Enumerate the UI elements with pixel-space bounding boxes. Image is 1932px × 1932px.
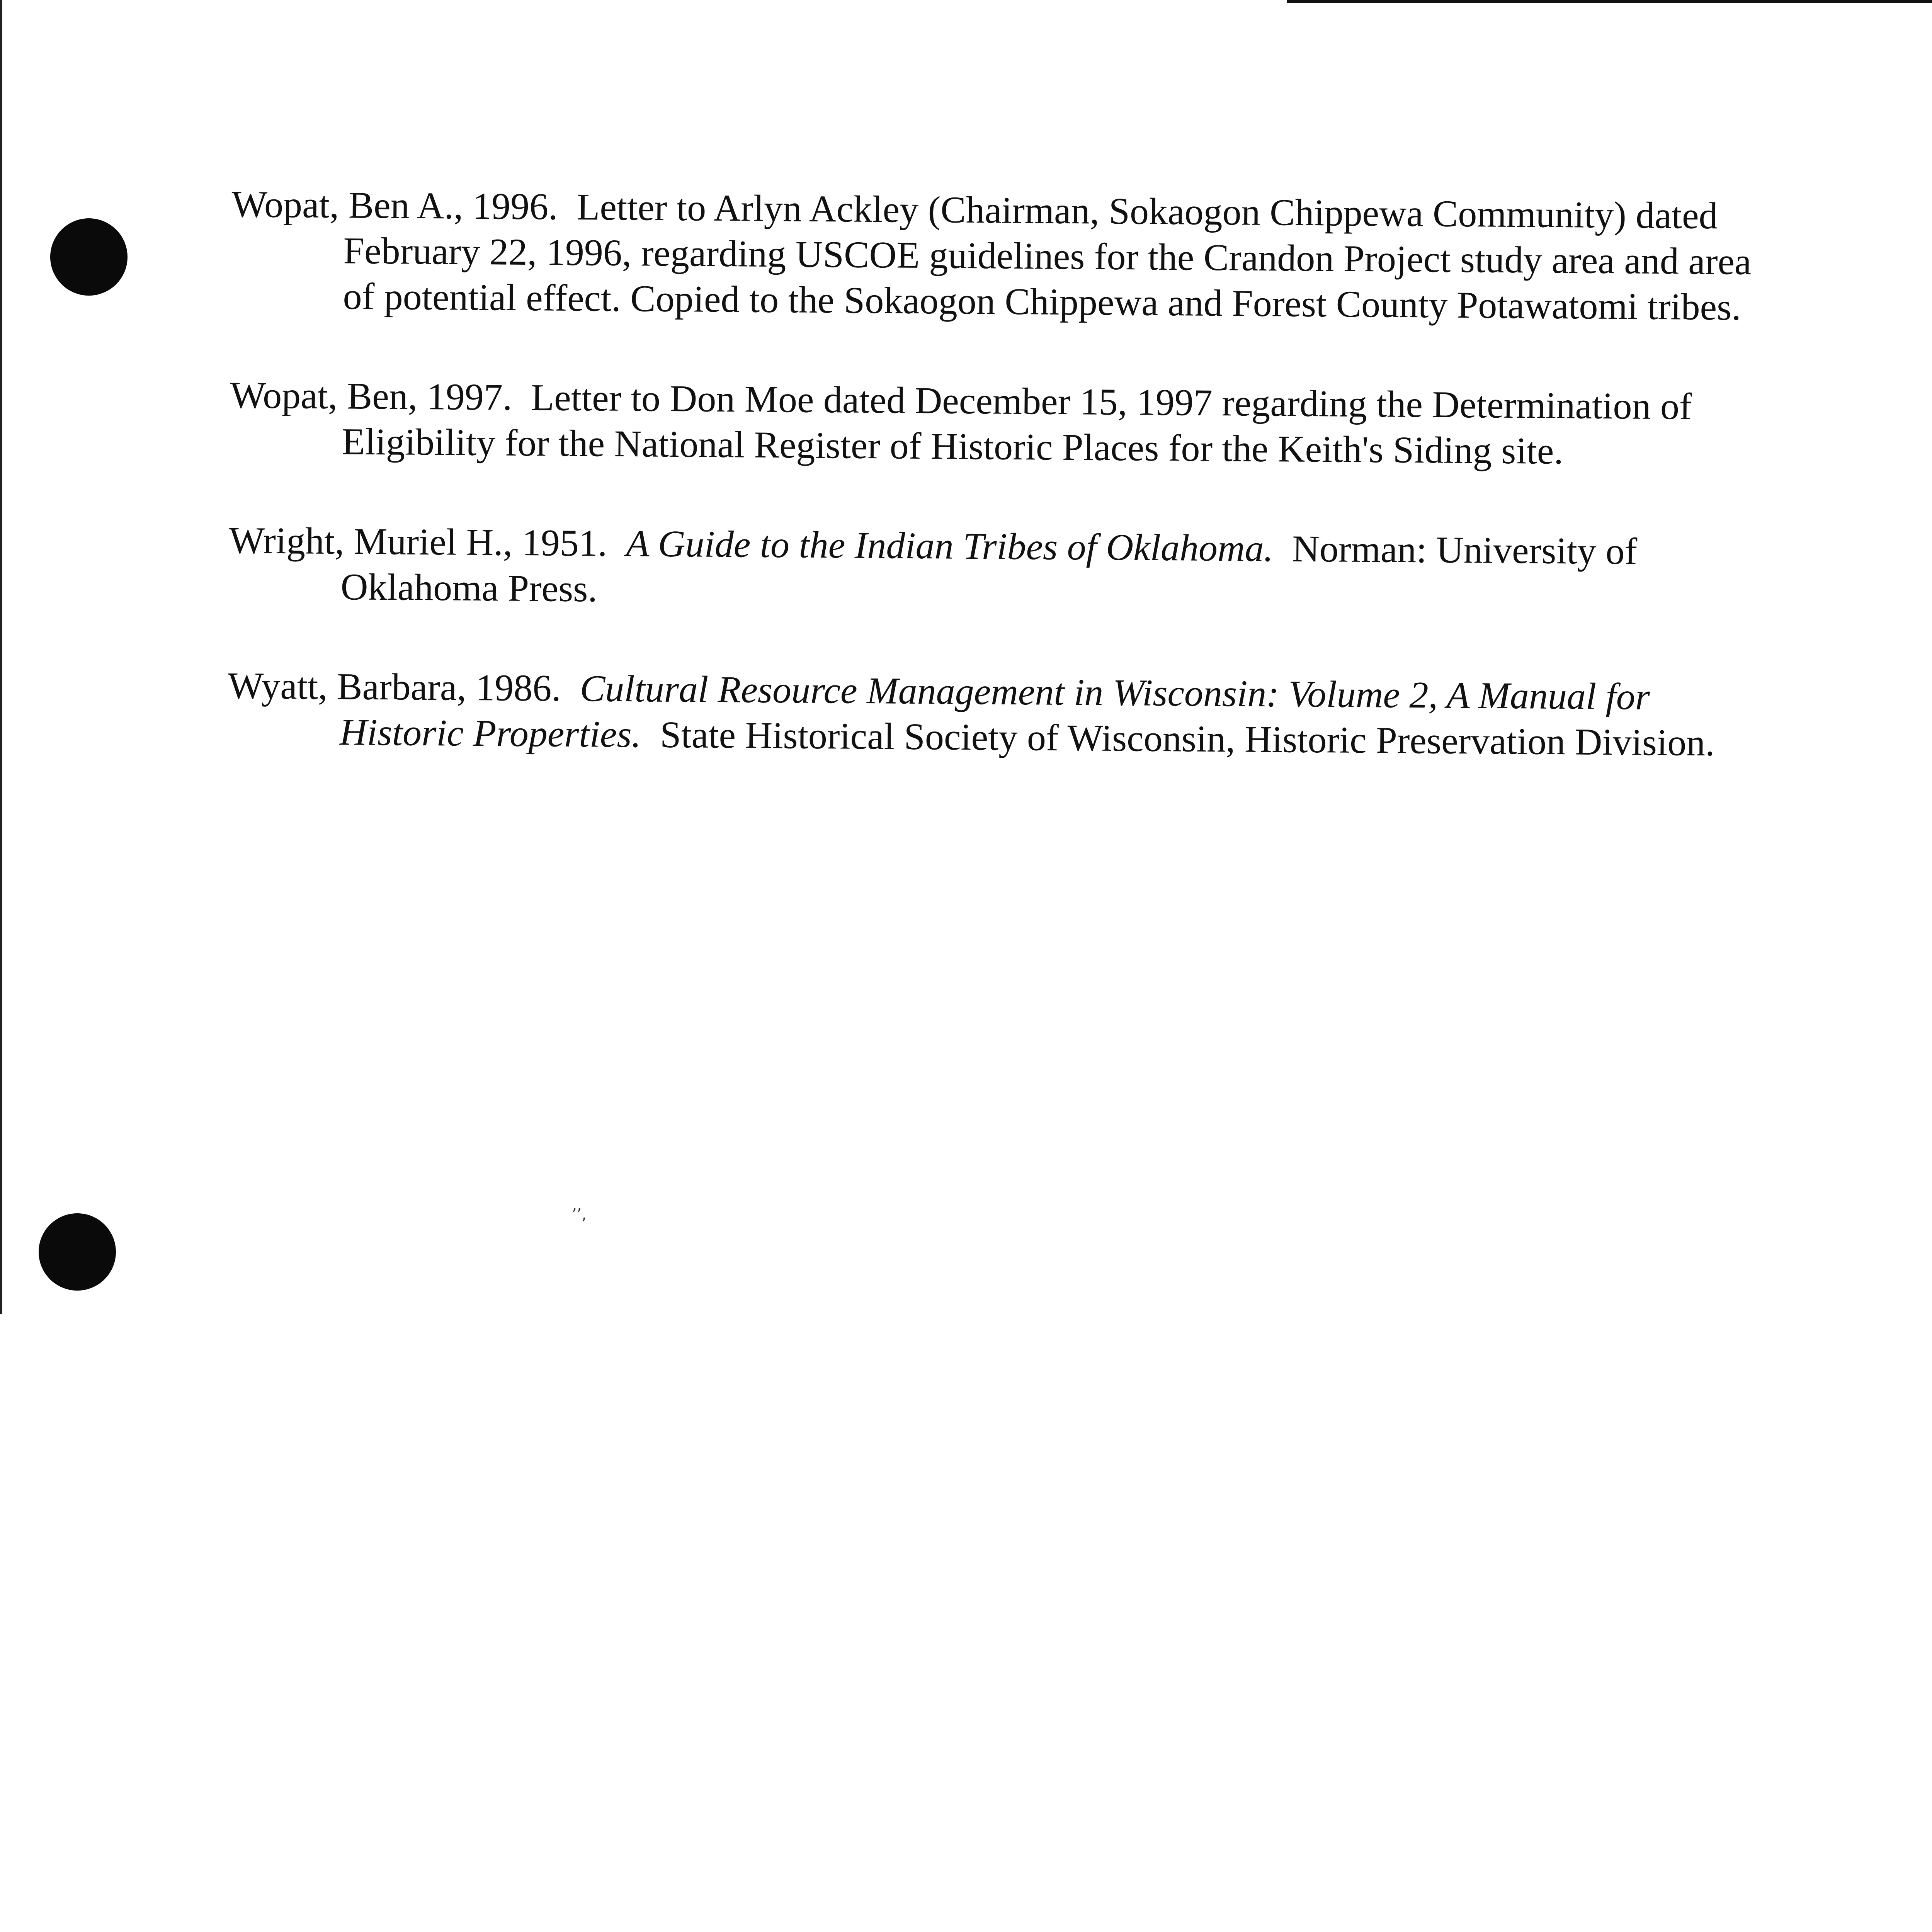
reference-list	[227, 182, 1777, 820]
reference-author-year: Wopat, Ben, 1997.	[230, 374, 512, 418]
reference-title: Cultural Resource Management in Wisconsin: Volume 2, A Manual for Historic Properties.	[339, 668, 1650, 756]
reference-entry	[228, 518, 1775, 621]
punch-hole-middle	[39, 1213, 116, 1291]
reference-entry	[231, 182, 1777, 330]
reference-publisher: Norman: University of Oklahoma Press.	[340, 528, 1638, 610]
reference-text: Letter to Arlyn Ackley (Chairman, Sokaogon Chippewa Community) dated February 22, 1996, regarding USCOE guidelines for the Crandon Project study area and area of potential effect. Copied to the Sokaogon Chippewa and Forest County Potawatomi tribes.	[343, 186, 1752, 328]
reference-entry	[230, 372, 1776, 476]
reference-author-year: Wright, Muriel H., 1951.	[229, 519, 607, 565]
reference-title: A Guide to the Indian Tribes of Oklahoma.	[626, 523, 1274, 570]
stray-scan-mark: ʼʼ,	[572, 1206, 587, 1223]
page-edge-top	[1287, 0, 1932, 3]
punch-hole-top	[50, 218, 128, 296]
reference-text: Letter to Don Moe dated December 15, 1997 regarding the Determination of Eligibility for the National Register of Historic Places for the Keith's Siding site.	[342, 377, 1692, 473]
page-edge-left	[0, 0, 2, 1314]
reference-author-year: Wopat, Ben A., 1996.	[231, 183, 558, 228]
reference-entry	[227, 663, 1774, 766]
reference-author-year: Wyatt, Barbara, 1986.	[228, 665, 561, 709]
reference-publisher: State Historical Society of Wisconsin, Historic Preservation Division.	[660, 714, 1715, 764]
